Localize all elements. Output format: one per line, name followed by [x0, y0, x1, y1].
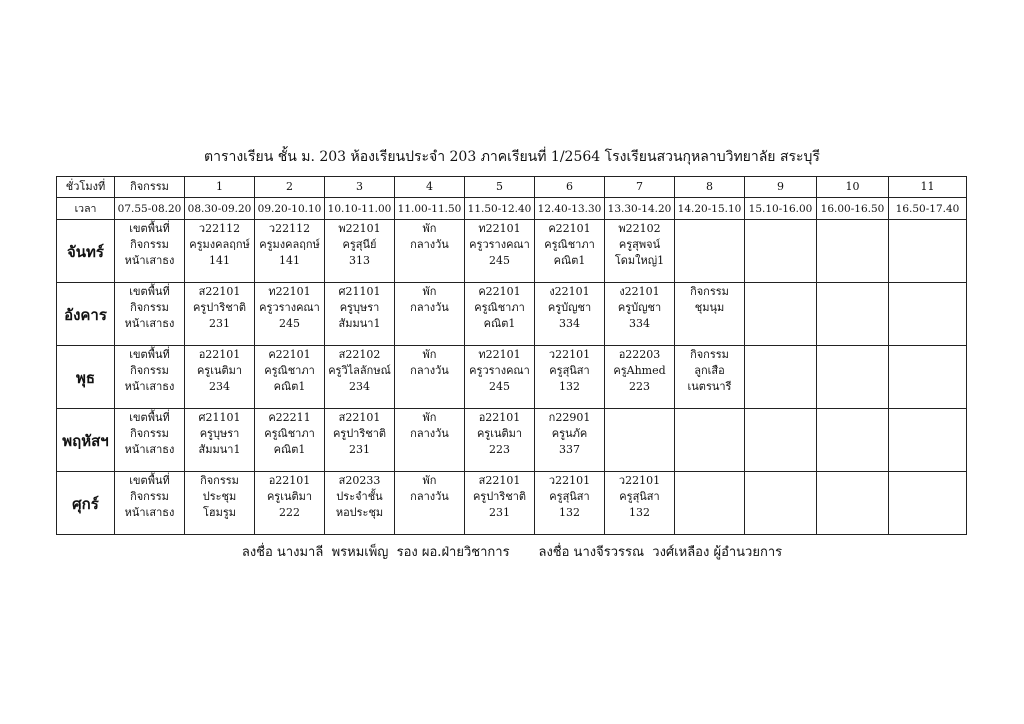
schedule-cell [185, 346, 255, 409]
cell-line: กิจกรรม [130, 238, 169, 251]
cell-line: ครูสุนิสา [549, 364, 590, 377]
cell-line: กิจกรรม [130, 301, 169, 314]
cell-line: ประจำชั้น [336, 490, 383, 503]
schedule-cell [605, 346, 675, 409]
cell-line: พัก [422, 474, 437, 487]
cell-line: ครูเนติมา [196, 364, 243, 377]
schedule-cell [535, 409, 605, 472]
cell-line: ประชุม [202, 490, 237, 503]
period-number-header: 9 [745, 177, 817, 198]
cell-line: พ22102 [618, 222, 661, 235]
cell-line: ครูนภัค [551, 427, 588, 440]
cell-line: กิจกรรม [130, 427, 169, 440]
period-number-header: 10 [817, 177, 889, 198]
schedule-cell [465, 346, 535, 409]
period-header: ชั่วโมงที่ [57, 177, 115, 198]
time-slot: 10.10-11.00 [325, 198, 395, 220]
cell-line: พัก [422, 285, 437, 298]
schedule-cell [395, 472, 465, 535]
cell-line: 334 [629, 317, 650, 330]
schedule-cell [185, 283, 255, 346]
schedule-cell [889, 283, 967, 346]
cell-line: คณิต1 [553, 254, 586, 267]
cell-line: ส22101 [338, 411, 381, 424]
cell-line: พ22101 [338, 222, 381, 235]
cell-line: ครูมงคลฤกษ์ [189, 238, 250, 251]
cell-line: อ22203 [618, 348, 661, 361]
period-number-header: 1 [185, 177, 255, 198]
cell-line: กลางวัน [410, 364, 449, 377]
schedule-cell [745, 220, 817, 283]
schedule-cell [395, 220, 465, 283]
cell-line: อ22101 [198, 348, 241, 361]
table-row [57, 346, 967, 409]
schedule-cell [325, 283, 395, 346]
cell-line: หน้าเสาธง [124, 380, 175, 393]
schedule-cell [115, 283, 185, 346]
schedule-cell [325, 346, 395, 409]
cell-line: เขตพื้นที่ [129, 411, 170, 424]
schedule-cell [675, 472, 745, 535]
cell-line: ครูวรางคณา [259, 301, 320, 314]
schedule-cell [675, 346, 745, 409]
cell-line: ส22102 [338, 348, 381, 361]
schedule-cell [745, 409, 817, 472]
cell-line: ส20233 [338, 474, 381, 487]
schedule-table [56, 176, 967, 535]
schedule-cell [255, 346, 325, 409]
time-slot: 07.55-08.20 [115, 198, 185, 220]
cell-line: คณิต1 [273, 380, 306, 393]
cell-line: 337 [559, 443, 580, 456]
cell-line: โฮมรูม [202, 506, 237, 519]
cell-line: 132 [629, 506, 650, 519]
cell-line: กิจกรรม [130, 364, 169, 377]
signature-line: ลงชื่อ นางมาลี พรหมเพ็ญ รอง ผอ.ฝ่ายวิชาการ ลงชื่อ นางจีรวรรณ วงศ์เหลือง ผู้อำนวยการ [241, 545, 783, 560]
cell-line: ลูกเสือ [694, 364, 725, 377]
cell-line: ครูสุพจน์ [618, 238, 661, 251]
cell-line: อ22101 [268, 474, 311, 487]
cell-line: ท22101 [478, 348, 521, 361]
cell-line: 223 [489, 443, 510, 456]
cell-line: 234 [349, 380, 370, 393]
schedule-cell [465, 220, 535, 283]
schedule-cell [817, 220, 889, 283]
schedule-cell [605, 220, 675, 283]
time-label: เวลา [57, 198, 115, 220]
cell-line: 313 [349, 254, 370, 267]
cell-line: ท22101 [478, 222, 521, 235]
cell-line: หน้าเสาธง [124, 254, 175, 267]
cell-line: กิจกรรม [200, 474, 239, 487]
schedule-body [57, 177, 967, 535]
day-name: ศุกร์ [57, 472, 115, 535]
schedule-cell [465, 409, 535, 472]
cell-line: ครูปาริชาติ [192, 301, 247, 314]
cell-line: 132 [559, 506, 580, 519]
time-slot: 12.40-13.30 [535, 198, 605, 220]
cell-line: เขตพื้นที่ [129, 285, 170, 298]
schedule-cell [395, 283, 465, 346]
schedule-cell [325, 220, 395, 283]
cell-line: ง22101 [619, 285, 660, 298]
cell-line: พัก [422, 411, 437, 424]
cell-line: ส22101 [198, 285, 241, 298]
cell-line: ค22101 [548, 222, 591, 235]
cell-line: ว22101 [618, 474, 661, 487]
period-number-header: 5 [465, 177, 535, 198]
cell-line: ครูบัญชา [547, 301, 592, 314]
cell-line: ง22101 [549, 285, 590, 298]
time-slot: 09.20-10.10 [255, 198, 325, 220]
time-slot: 16.00-16.50 [817, 198, 889, 220]
schedule-cell [535, 220, 605, 283]
schedule-cell [255, 283, 325, 346]
cell-line: ครูปาริชาติ [332, 427, 387, 440]
table-row [57, 472, 967, 535]
cell-line: กลางวัน [410, 490, 449, 503]
cell-line: เขตพื้นที่ [129, 474, 170, 487]
schedule-cell [817, 472, 889, 535]
cell-line: 231 [349, 443, 370, 456]
cell-line: โดมใหญ่1 [614, 254, 665, 267]
schedule-cell [395, 346, 465, 409]
schedule-cell [255, 472, 325, 535]
header-row [57, 177, 967, 198]
schedule-cell [115, 346, 185, 409]
day-name: อังคาร [57, 283, 115, 346]
cell-line: กิจกรรม [690, 348, 729, 361]
cell-line: เขตพื้นที่ [129, 222, 170, 235]
cell-line: กลางวัน [410, 427, 449, 440]
cell-line: 234 [209, 380, 230, 393]
time-slot: 15.10-16.00 [745, 198, 817, 220]
cell-line: ศ21101 [338, 285, 381, 298]
cell-line: ครูสุนิสา [549, 490, 590, 503]
schedule-cell [817, 346, 889, 409]
cell-line: หน้าเสาธง [124, 443, 175, 456]
cell-line: กิจกรรม [130, 490, 169, 503]
schedule-cell [325, 472, 395, 535]
cell-line: 141 [279, 254, 300, 267]
cell-line: เนตรนารี [687, 380, 732, 393]
cell-line: ส22101 [478, 474, 521, 487]
schedule-cell [115, 472, 185, 535]
schedule-cell [465, 472, 535, 535]
cell-line: ครูบัญชา [617, 301, 662, 314]
schedule-cell [889, 346, 967, 409]
time-slot: 11.00-11.50 [395, 198, 465, 220]
table-row [57, 220, 967, 283]
cell-line: กลางวัน [410, 301, 449, 314]
cell-line: ครูวรางคณา [469, 364, 530, 377]
cell-line: ครูAhmed [613, 364, 666, 377]
cell-line: ครูปาริชาติ [472, 490, 527, 503]
cell-line: ก22901 [548, 411, 591, 424]
time-slot: 16.50-17.40 [889, 198, 967, 220]
cell-line: พัก [422, 348, 437, 361]
cell-line: ครูสุนีย์ [342, 238, 377, 251]
schedule-cell [255, 220, 325, 283]
schedule-cell [745, 346, 817, 409]
cell-line: ครูบุษรา [199, 427, 240, 440]
schedule-cell [889, 220, 967, 283]
schedule-cell [185, 409, 255, 472]
table-row [57, 283, 967, 346]
cell-line: ว22112 [268, 222, 311, 235]
cell-line: 245 [489, 254, 510, 267]
schedule-cell [817, 409, 889, 472]
cell-line: ค22101 [268, 348, 311, 361]
period-number-header: 7 [605, 177, 675, 198]
cell-line: ท22101 [268, 285, 311, 298]
schedule-cell [325, 409, 395, 472]
cell-line: ครูณิชาภา [544, 238, 595, 251]
time-slot: 13.30-14.20 [605, 198, 675, 220]
cell-line: กลางวัน [410, 238, 449, 251]
period-number-header: 3 [325, 177, 395, 198]
cell-line: 132 [559, 380, 580, 393]
time-slot: 08.30-09.20 [185, 198, 255, 220]
schedule-cell [605, 409, 675, 472]
schedule-cell [817, 283, 889, 346]
page-title: ตารางเรียน ชั้น ม. 203 ห้องเรียนประจำ 203 ภาคเรียนที่ 1/2564 โรงเรียนสวนกุหลาบวิทยาลัย สระบุรี [204, 149, 820, 165]
cell-line: ครูสุนิสา [619, 490, 660, 503]
cell-line: ครูมงคลฤกษ์ [259, 238, 320, 251]
schedule-cell [465, 283, 535, 346]
schedule-cell [675, 283, 745, 346]
cell-line: ครูเนติมา [476, 427, 523, 440]
cell-line: หอประชุม [335, 506, 384, 519]
time-slot: 14.20-15.10 [675, 198, 745, 220]
schedule-cell [185, 220, 255, 283]
schedule-cell [889, 472, 967, 535]
schedule-cell [605, 472, 675, 535]
cell-line: ครูณิชาภา [264, 427, 315, 440]
cell-line: 245 [279, 317, 300, 330]
schedule-cell [115, 220, 185, 283]
period-number-header: 6 [535, 177, 605, 198]
cell-line: 231 [489, 506, 510, 519]
cell-line: 222 [279, 506, 300, 519]
time-slot: 11.50-12.40 [465, 198, 535, 220]
schedule-cell [535, 283, 605, 346]
table-row [57, 409, 967, 472]
schedule-cell [115, 409, 185, 472]
cell-line: ชุมนุม [694, 301, 725, 314]
cell-line: ว22101 [548, 474, 591, 487]
schedule-cell [185, 472, 255, 535]
schedule-cell [395, 409, 465, 472]
cell-line: คณิต1 [273, 443, 306, 456]
day-name: พุธ [57, 346, 115, 409]
schedule-cell [535, 346, 605, 409]
schedule-cell [535, 472, 605, 535]
cell-line: สัมมนา1 [198, 443, 241, 456]
cell-line: คณิต1 [483, 317, 516, 330]
period-number-header: 4 [395, 177, 465, 198]
cell-line: กิจกรรม [690, 285, 729, 298]
schedule-cell [745, 472, 817, 535]
cell-line: เขตพื้นที่ [129, 348, 170, 361]
period-number-header: 8 [675, 177, 745, 198]
cell-line: 245 [489, 380, 510, 393]
day-name: จันทร์ [57, 220, 115, 283]
cell-line: 231 [209, 317, 230, 330]
cell-line: 334 [559, 317, 580, 330]
cell-line: ครูเนติมา [266, 490, 313, 503]
cell-line: หน้าเสาธง [124, 317, 175, 330]
cell-line: ครูณิชาภา [474, 301, 525, 314]
cell-line: อ22101 [478, 411, 521, 424]
schedule-cell [889, 409, 967, 472]
cell-line: ว22101 [548, 348, 591, 361]
activity-header: กิจกรรม [115, 177, 185, 198]
cell-line: ค22211 [268, 411, 311, 424]
schedule-cell [675, 409, 745, 472]
cell-line: สัมมนา1 [338, 317, 381, 330]
schedule-cell [605, 283, 675, 346]
cell-line: ว22112 [198, 222, 241, 235]
day-name: พฤหัสฯ [57, 409, 115, 472]
period-number-header: 2 [255, 177, 325, 198]
cell-line: ค22101 [478, 285, 521, 298]
schedule-cell [675, 220, 745, 283]
cell-line: ครูบุษรา [339, 301, 380, 314]
cell-line: ครูณิชาภา [264, 364, 315, 377]
period-number-header: 11 [889, 177, 967, 198]
cell-line: ศ21101 [198, 411, 241, 424]
schedule-cell [745, 283, 817, 346]
time-row [57, 198, 967, 220]
cell-line: ครูวิไลลักษณ์ [328, 364, 391, 377]
cell-line: หน้าเสาธง [124, 506, 175, 519]
cell-line: ครูวรางคณา [469, 238, 530, 251]
cell-line: 223 [629, 380, 650, 393]
schedule-cell [255, 409, 325, 472]
cell-line: 141 [209, 254, 230, 267]
cell-line: พัก [422, 222, 437, 235]
